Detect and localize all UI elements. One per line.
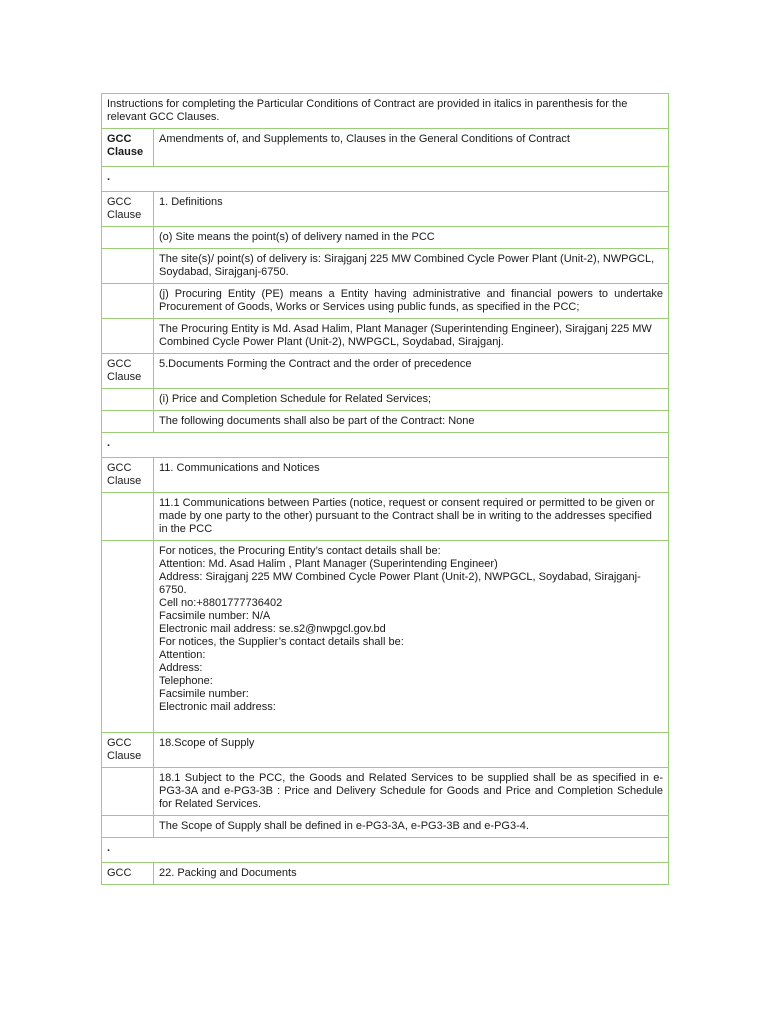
empty-cell — [102, 227, 154, 249]
intro-text: Instructions for completing the Particular Conditions of Contract are provided in italics in parenthesis for the relevant GCC Clauses. — [102, 94, 669, 129]
scope-row-1: 18.1 Subject to the PCC, the Goods and Related Services to be supplied shall be as specified in e-PG3-3A and e-PG3-3B : Price and Delivery Schedule for Goods and Price and Completion Schedule for Related Services. — [154, 768, 669, 816]
table-row — [102, 319, 669, 354]
separator-row — [102, 167, 669, 192]
documents-row-2: The following documents shall also be part of the Contract: None — [154, 411, 669, 433]
gcc-clause-label: GCC Clause — [102, 458, 154, 493]
table-row — [102, 541, 669, 733]
pcc-table — [101, 93, 669, 885]
table-row — [102, 284, 669, 319]
notice-line: Cell no:+8801777736402 — [159, 597, 283, 609]
empty-cell — [102, 389, 154, 411]
separator: . — [102, 167, 669, 192]
definition-procuring-entity-detail: The Procuring Entity is Md. Asad Halim, Plant Manager (Superintending Engineer), Sirajganj 225 MW Combined Cycle Power Plant (Unit-2), NWPGCL, Soydabad, Sirajganj. — [154, 319, 669, 354]
table-row — [102, 227, 669, 249]
empty-cell — [102, 411, 154, 433]
notice-line: Attention: — [159, 649, 206, 661]
definition-site: (o) Site means the point(s) of delivery named in the PCC — [154, 227, 669, 249]
intro-row — [102, 94, 669, 129]
notice-line: For notices, the Supplier’s contact details shall be: — [159, 636, 404, 648]
notice-line: Telephone: — [159, 675, 213, 687]
notices-block — [154, 541, 669, 733]
header-col1: GCC Clause — [102, 129, 154, 167]
table-row — [102, 249, 669, 284]
empty-cell — [102, 493, 154, 541]
notice-line: Address: — [159, 662, 203, 674]
empty-cell — [102, 319, 154, 354]
separator-row — [102, 433, 669, 458]
empty-cell — [102, 768, 154, 816]
header-row — [102, 129, 669, 167]
table-row — [102, 863, 669, 885]
separator: . — [102, 838, 669, 863]
empty-cell — [102, 816, 154, 838]
clause-title-definitions: 1. Definitions — [154, 192, 669, 227]
empty-cell — [102, 541, 154, 733]
scope-row-2: The Scope of Supply shall be defined in e-PG3-3A, e-PG3-3B and e-PG3-4. — [154, 816, 669, 838]
separator: . — [102, 433, 669, 458]
gcc-clause-label: GCC Clause — [102, 733, 154, 768]
notice-line: Electronic mail address: — [159, 701, 276, 713]
gcc-clause-label: GCC Clause — [102, 192, 154, 227]
notice-line: Attention: Md. Asad Halim , Plant Manager (Superintending Engineer) — [159, 558, 498, 570]
header-col2: Amendments of, and Supplements to, Clauses in the General Conditions of Contract — [154, 129, 669, 167]
table-row — [102, 458, 669, 493]
clause-title-scope: 18.Scope of Supply — [154, 733, 669, 768]
separator-row — [102, 838, 669, 863]
table-row — [102, 192, 669, 227]
notice-line: For notices, the Procuring Entity’s contact details shall be: — [159, 545, 441, 557]
notice-line: Facsimile number: — [159, 688, 249, 700]
gcc-clause-label: GCC Clause — [102, 354, 154, 389]
clause-title-packing: 22. Packing and Documents — [154, 863, 669, 885]
definition-site-detail: The site(s)/ point(s) of delivery is: Sirajganj 225 MW Combined Cycle Power Plant (Unit-2), NWPGCL, Soydabad, Sirajganj-6750. — [154, 249, 669, 284]
table-row — [102, 354, 669, 389]
table-row — [102, 389, 669, 411]
empty-cell — [102, 284, 154, 319]
gcc-clause-label-short: GCC — [102, 863, 154, 885]
clause-title-communications: 11. Communications and Notices — [154, 458, 669, 493]
table-row — [102, 733, 669, 768]
clause-title-documents: 5.Documents Forming the Contract and the order of precedence — [154, 354, 669, 389]
communications-row-1: 11.1 Communications between Parties (notice, request or consent required or permitted to be given or made by one party to the other) pursuant to the Contract shall be in writing to the addresses specified in the PCC — [154, 493, 669, 541]
notice-line: Electronic mail address: se.s2@nwpgcl.gov.bd — [159, 623, 386, 635]
documents-row-1: (i) Price and Completion Schedule for Related Services; — [154, 389, 669, 411]
definition-procuring-entity: (j) Procuring Entity (PE) means a Entity having administrative and financial powers to undertake Procurement of Goods, Works or Services using public funds, as specified in the PCC; — [154, 284, 669, 319]
table-row — [102, 411, 669, 433]
notice-line: Address: Sirajganj 225 MW Combined Cycle Power Plant (Unit-2), NWPGCL, Soydabad, Sirajganj-6750. — [159, 571, 641, 596]
table-row — [102, 768, 669, 816]
table-row — [102, 816, 669, 838]
empty-cell — [102, 249, 154, 284]
table-row — [102, 493, 669, 541]
notice-line: Facsimile number: N/A — [159, 610, 271, 622]
